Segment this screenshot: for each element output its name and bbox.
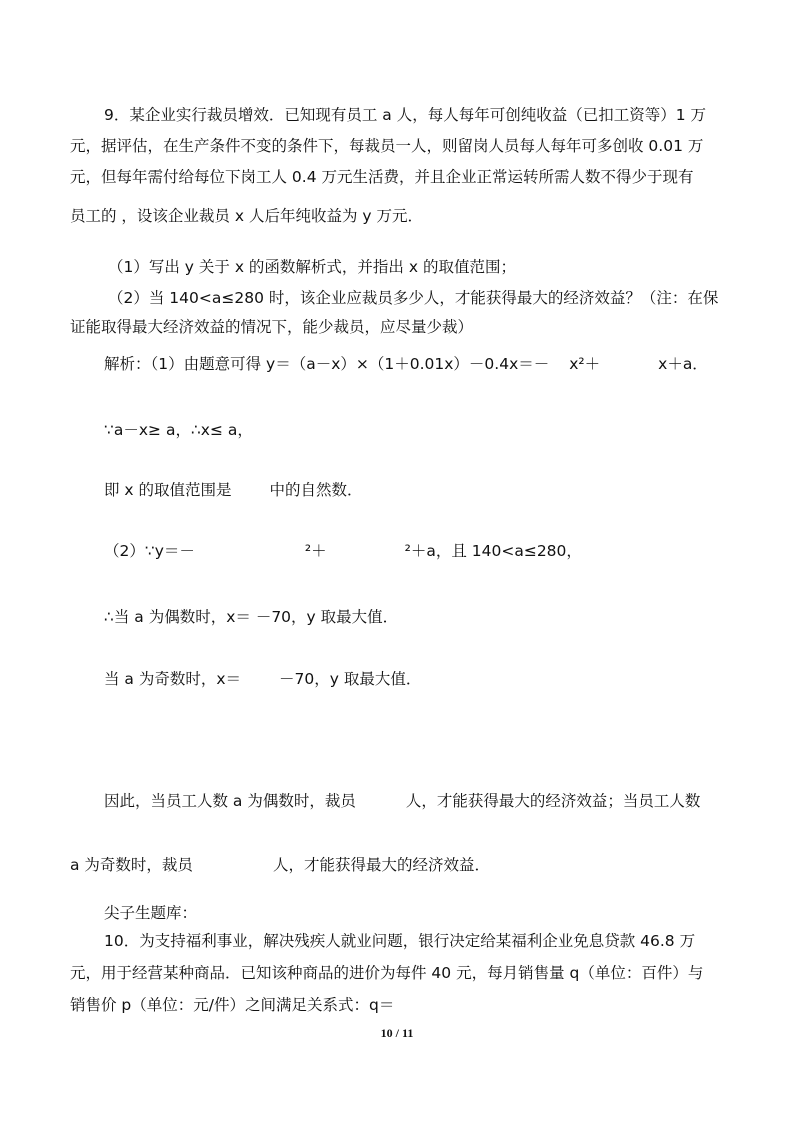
solution-line6-a: 当 a 为奇数时，x＝ (104, 670, 242, 688)
solution-line3-b: 中的自然数． (269, 481, 363, 499)
solution-line4-b: ²＋ (304, 542, 327, 560)
solution-line8-a: a 为奇数时，裁员 (70, 856, 193, 874)
problem10-line1: 10．为支持福利事业，解决残疾人就业问题，银行决定给某福利企业免息贷款 46.8 万 (104, 932, 696, 950)
solution-line1 (104, 353, 764, 375)
problem10-line2: 元，用于经营某种商品．已知该种商品的进价为每件 40 元，每月销售量 q（单位：百件）与 (70, 964, 704, 982)
problem9-line1: 9．某企业实行裁员增效．已知现有员工 a 人，每人每年可创纯收益（已扣工资等）1 万 (104, 106, 707, 124)
solution-line4-c: ²＋a，且 140<a≤280， (404, 542, 582, 560)
solution-line6 (104, 668, 764, 690)
page-number: 10 / 11 (380, 1026, 414, 1040)
problem10-line3: 销售价 p（单位：元/件）之间满足关系式：q＝ (70, 996, 395, 1014)
question-2-line2: 证能取得最大经济效益的情况下，能少裁员，应尽量少裁） (70, 318, 474, 336)
solution-line6-b: －70，y 取最大值． (279, 670, 422, 688)
solution-line5: ∴当 a 为偶数时，x＝ －70，y 取最大值． (104, 608, 399, 626)
solution-line4 (104, 540, 764, 562)
question-bank-label: 尖子生题库： (104, 904, 198, 922)
solution-line3 (104, 479, 764, 501)
solution-line1-c: x＋a． (658, 355, 708, 373)
problem9-line4: 员工的 ，设该企业裁员 x 人后年纯收益为 y 万元． (70, 207, 423, 225)
question-1: （1）写出 y 关于 x 的函数解析式，并指出 x 的取值范围； (108, 258, 516, 276)
solution-line8 (70, 854, 730, 876)
question-2-line1: （2）当 140<a≤280 时，该企业应裁员多少人，才能获得最大的经济效益？（注：在保 (108, 289, 719, 307)
solution-line1-a: 解析：（1）由题意可得 y＝（a－x）×（1＋0.01x）－0.4x＝－ (104, 355, 550, 373)
solution-line3-a: 即 x 的取值范围是 (104, 481, 232, 499)
solution-line7 (104, 790, 764, 812)
solution-line7-a: 因此，当员工人数 a 为偶数时，裁员 (104, 792, 356, 810)
solution-line8-b: 人，才能获得最大的经济效益． (272, 856, 490, 874)
solution-line4-a: （2）∵y＝－ (104, 542, 195, 560)
solution-line7-b: 人，才能获得最大的经济效益；当员工人数 (405, 792, 701, 810)
problem9-line3: 元，但每年需付给每位下岗工人 0.4 万元生活费，并且企业正常运转所需人数不得少于现有 (70, 168, 694, 186)
solution-line2: ∵a－x≥ a，∴x≤ a， (104, 421, 253, 439)
problem9-line2: 元，据评估，在生产条件不变的条件下，每裁员一人，则留岗人员每人每年可多创收 0.01 万 (70, 137, 704, 155)
solution-line1-b: x²＋ (569, 355, 601, 373)
